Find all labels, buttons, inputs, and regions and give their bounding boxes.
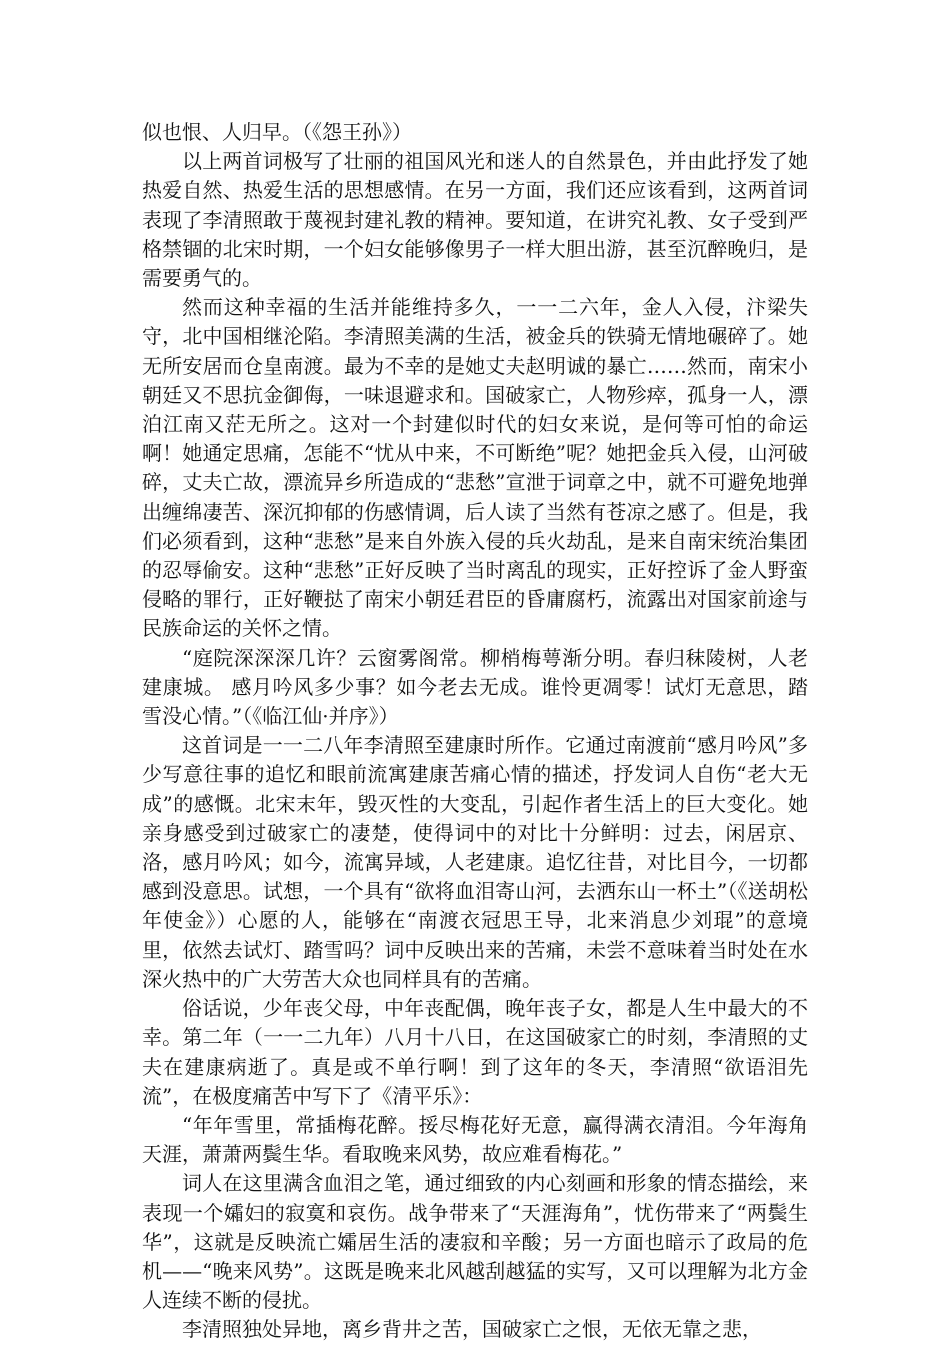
paragraph-commentary-1: 以上两首词极写了壮丽的祖国风光和迷人的自然景色，并由此抒发了她热爱自然、热爱生活的思想感情。在另一方面，我们还应该看到，这两首词表现了李清照敢于蔑视封建礼教的精神。要知道，在讲究礼教、女子受到严格禁锢的北宋时期，一个妇女能够像男子一样大胆出游，甚至沉醉晚归，是需要勇气的。: [142, 149, 808, 291]
paragraph-commentary-4: 俗话说，少年丧父母，中年丧配偶，晚年丧子女，都是人生中最大的不幸。第二年（一一二九年）八月十八日，在这国破家亡的时刻，李清照的丈夫在建康病逝了。真是或不单行啊！到了这年的冬天，李清照“欲语泪先流”，在极度痛苦中写下了《清平乐》：: [142, 996, 808, 1108]
paragraph-commentary-6: 李清照独处异地，离乡背井之苦，国破家亡之恨，无依无靠之悲，: [182, 1317, 762, 1342]
paragraph-commentary-5: 词人在这里满含血泪之笔，通过细致的内心刻画和形象的情态描绘，来表现一个孀妇的寂寞和哀伤。战争带来了“天涯海角”，忧伤带来了“两鬓生华”，这就是反映流亡孀居生活的凄寂和辛酸；另一方面也暗示了政局的危机——“晚来风势”。这既是晚来北风越刮越猛的实写，又可以理解为北方金人连续不断的侵扰。: [142, 1171, 808, 1313]
paragraph-commentary-2: 然而这种幸福的生活并能维持多久，一一二六年，金人入侵，汴梁失守，北中国相继沦陷。李清照美满的生活，被金兵的铁骑无情地碾碎了。她无所安居而仓皇南渡。最为不幸的是她丈夫赵明诚的暴亡……然而，南宋小朝廷又不思抗金御侮，一味退避求和。国破家亡，人物殄瘁，孤身一人，漂泊江南又茫无所之。这对一个封建似时代的妇女来说，是何等可怕的命运啊！她通定思痛，怎能不“忧从中来，不可断绝”呢？她把金兵入侵，山河破碎，丈夫亡故，漂流异乡所造成的“悲愁”宣泄于词章之中，就不可避免地弹出缠绵凄苦、深沉抑郁的伤感情调，后人读了当然有苍凉之感了。但是，我们必须看到，这种“悲愁”是来自外族入侵的兵火劫乱，是来自南宋统治集团的忍辱偷安。这种“悲愁”正好反映了当时离乱的现实，正好控诉了金人野蛮侵略的罪行，正好鞭挞了南宋小朝廷君臣的昏庸腐朽，流露出对国家前途与民族命运的关怀之情。: [142, 295, 808, 641]
paragraph-poem-qingpingle: “年年雪里，常插梅花醉。挼尽梅花好无意，赢得满衣清泪。今年海角天涯，萧萧两鬓生华。看取晚来风势，故应难看梅花。”: [142, 1112, 808, 1167]
document-page: [142, 118, 808, 1345]
paragraph-poem-linjiangxian: “庭院深深深几许？云窗雾阁常。柳梢梅萼渐分明。春归秣陵树，人老建康城。 感月吟风多少事？如今老去无成。谁怜更凋零！试灯无意思，踏雪没心情。”（《临江仙·并序》）: [142, 645, 808, 729]
paragraph-continuation: 似也恨、人归早。（《怨王孙》）: [142, 120, 412, 144]
paragraph-commentary-3: 这首词是一一二八年李清照至建康时所作。它通过南渡前“感月吟风”多少写意往事的追忆和眼前流寓建康苦痛心情的描述，抒发词人自伤“老大无成”的感慨。北宋末年，毁灭性的大变乱，引起作者生活上的巨大变化。她亲身感受到过破家亡的凄楚，使得词中的对比十分鲜明：过去，闲居京、洛，感月吟风；如今，流寓异域，人老建康。追忆往昔，对比目今，一切都感到没意思。试想，一个具有“欲将血泪寄山河，去洒东山一杯土”（《送胡松年使金》）心愿的人，能够在“南渡衣冠思王导，北来消息少刘琨”的意境里，依然去试灯、踏雪吗？词中反映出来的苦痛，未尝不意味着当时处在水深火热中的广大劳苦大众也同样具有的苦痛。: [142, 733, 808, 991]
